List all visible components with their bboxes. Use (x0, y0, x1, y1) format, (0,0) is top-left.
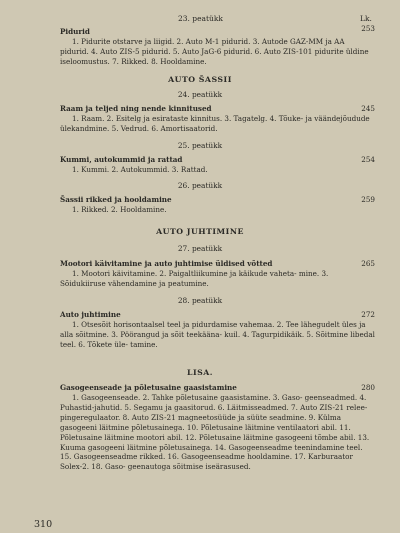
entry-page-number: 253 (361, 24, 375, 33)
entry-body: 1. Kummi. 2. Autokummid. 3. Rattad. (72, 165, 208, 174)
entry-body: 1. Rikked. 2. Hooldamine. (72, 205, 167, 214)
section-heading: AUTO JUHTIMINE (156, 227, 244, 236)
section-heading: LISA. (186, 368, 214, 377)
entry-body: 1. Gasogeenseade. 2. Tahke põletusaine gaasistamine. 3. Gaso- geenseadmed. 4. Puhastid-jahutid. 5. Segamu ja gaasitorud. 6. Läitmisseadmed. 7. Auto ZIS-21 relee-pingeregulaator. 8. Auto ZIS-21 magneetosüüde ja süüte seadmine. 9. Külma gasogeeni läitmine põletusainega. 10. Põletusaine läitmine ventilaatori abil. 11. Põletusaine läitmine mootori abil. 12. Põletusaine läitmine gasogeeni tõmbe abil. 13. Kuuma gasogeeni läitmine põletusainega. 14. Gasogeenseadme teenindamine teel. 15. Gasogeenseadme rikked. 16. Gasogeenseadme hooldamine. 17. Karburaator Solex-2. 18. Gaso- geenautoga sõitmise iseärasused. (60, 393, 370, 472)
chapter-heading: 25. peatükk (177, 141, 223, 150)
entry-title: Kummi, autokummid ja rattad (60, 155, 183, 164)
chapter-heading: 28. peatükk (177, 296, 223, 305)
chapter-heading: 24. peatükk (177, 90, 223, 99)
chapter-heading: 26. peatükk (177, 181, 223, 190)
entry-title: Mootori käivitamine ja auto juhtimise üldised võtted (60, 259, 273, 268)
chapter-heading: 27. peatükk (177, 244, 223, 253)
entry-title: Auto juhtimine (60, 310, 121, 319)
entry-title: Gasogeenseade ja põletusaine gaasistamine (60, 383, 237, 392)
entry-page-number: 280 (361, 383, 375, 392)
entry-body: 1. Raam. 2. Esitelg ja esirataste kinnitus. 3. Tagatelg. 4. Tõuke- ja väändejõudude ülekandmine. 5. Vedrud. 6. Amortisaatorid. (60, 114, 370, 133)
chapter-heading: 23. peatükk (178, 14, 223, 23)
entry-title: Raam ja teljed ning nende kinnitused (60, 104, 212, 113)
entry-page-number: 259 (361, 195, 375, 204)
entry-body: 1. Mootori käivitamine. 2. Paigaltliikumine ja käikude vaheta- mine. 3. Sõidukiiruse vähendamine ja peatumine. (60, 269, 329, 288)
page-column-label: Lk. (360, 14, 372, 23)
footer-page-number: 310 (34, 519, 53, 530)
entry-body: 1. Otsesõit horisontaalsel teel ja pidurdamise vahemaa. 2. Tee lähegudelt üles ja alla sõitmine. 3. Pöörangud ja sõit teekääna- kuil. 4. Tagurpidikäik. 5. Sõitmine libedal teel. 6. Tõkete üle- tamine. (60, 320, 375, 349)
entry-page-number: 245 (361, 104, 375, 113)
entry-title: Pidurid (60, 27, 90, 36)
entry-title: Šassii rikked ja hooldamine (60, 195, 172, 204)
section-heading: AUTO ŠASSII (168, 75, 232, 84)
entry-page-number: 272 (361, 310, 375, 319)
entry-page-number: 254 (361, 155, 375, 164)
entry-body: 1. Pidurite otstarve ja liigid. 2. Auto M-1 pidurid. 3. Autode GAZ-MM ja AA pidurid. 4. Auto ZIS-5 pidurid. 5. Auto JaG-6 pidurid. 6. Auto ZIS-101 pidurite üldine iseloomustus. 7. Rikked. 8. Hooldamine. (60, 37, 369, 66)
entry-page-number: 265 (361, 259, 375, 268)
